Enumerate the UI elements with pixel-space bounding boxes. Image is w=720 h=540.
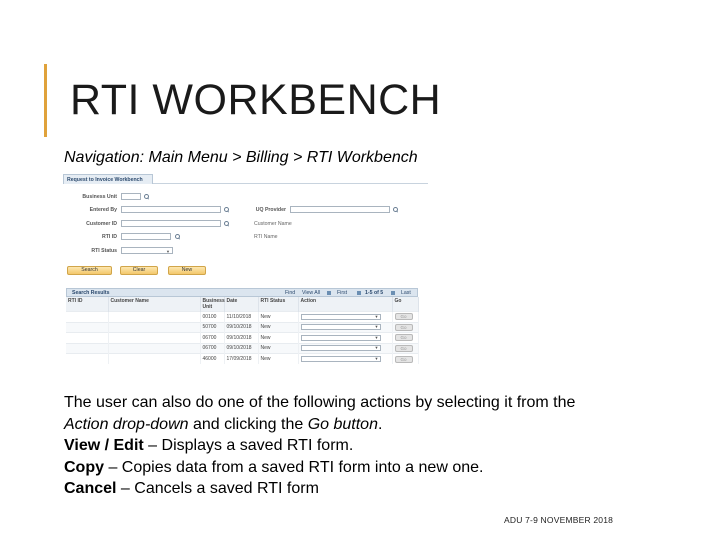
cell-status: New — [258, 322, 298, 333]
customer-id-input[interactable] — [121, 220, 221, 227]
cell-date: 11/10/2018 — [224, 312, 258, 323]
cell-customer-name — [108, 333, 200, 344]
cell-date: 17/09/2018 — [224, 354, 258, 365]
workbench-screenshot — [63, 172, 428, 377]
search-button[interactable]: Search — [67, 266, 112, 275]
entered-by-lookup-icon[interactable] — [224, 207, 229, 212]
table-row — [66, 312, 418, 323]
go-button[interactable]: Go — [395, 313, 413, 320]
uq-provider-label: UQ Provider — [255, 207, 286, 213]
table-row — [66, 333, 418, 344]
cell-action — [298, 322, 392, 333]
rti-name-label: RTI Name — [254, 234, 278, 240]
slide-title: RTI WORKBENCH — [70, 76, 442, 124]
entered-by-input[interactable] — [121, 206, 221, 213]
cell-customer-name — [108, 312, 200, 323]
table-row — [66, 343, 418, 354]
uq-provider-input[interactable] — [290, 206, 390, 213]
rti-status-label: RTI Status — [91, 248, 117, 254]
cell-status: New — [258, 312, 298, 323]
chevron-down-icon: ▼ — [374, 356, 379, 361]
cell-business-unit: 06700 — [200, 343, 224, 354]
cell-rti-id[interactable] — [66, 312, 108, 323]
cell-business-unit: 06700 — [200, 333, 224, 344]
cell-action — [298, 312, 392, 323]
first-page-icon[interactable] — [327, 291, 331, 295]
previous-page-icon[interactable] — [357, 291, 361, 295]
action-dropdown[interactable] — [301, 356, 381, 362]
cell-customer-name — [108, 354, 200, 365]
go-button-term: Go button — [307, 415, 378, 433]
cell-go — [392, 312, 418, 323]
cell-go — [392, 343, 418, 354]
search-results-table — [66, 297, 419, 364]
entered-by-label: Entered By — [89, 207, 117, 213]
table-row — [66, 322, 418, 333]
cell-customer-name — [108, 322, 200, 333]
cancel-term: Cancel — [64, 480, 117, 498]
rti-status-select[interactable] — [121, 247, 173, 254]
search-results-title: Search Results — [72, 290, 110, 296]
cell-date: 09/10/2018 — [224, 333, 258, 344]
next-page-icon[interactable] — [391, 291, 395, 295]
slide-footer: ADU 7-9 NOVEMBER 2018 — [504, 515, 614, 525]
cell-rti-id[interactable] — [66, 333, 108, 344]
cancel-description — [64, 478, 575, 500]
cancel-text: – Cancels a saved RTI form — [116, 480, 319, 498]
chevron-down-icon: ▼ — [374, 345, 379, 351]
business-unit-lookup-icon[interactable] — [144, 194, 149, 199]
first-link[interactable]: First — [337, 290, 348, 296]
cell-action — [298, 343, 392, 354]
cell-go — [392, 333, 418, 344]
column-header-rti-status[interactable]: RTI Status — [258, 297, 298, 312]
search-results-header — [66, 288, 418, 297]
chevron-down-icon: ▼ — [374, 324, 379, 330]
go-button[interactable]: Go — [395, 324, 413, 331]
cell-date: 09/10/2018 — [224, 322, 258, 333]
cell-status: New — [258, 333, 298, 344]
instructions-line-2 — [64, 414, 575, 436]
rti-id-lookup-icon[interactable] — [175, 234, 180, 239]
cell-status: New — [258, 343, 298, 354]
instructions-line-1: The user can also do one of the following actions by selecting it from the — [64, 394, 576, 411]
cell-status: New — [258, 354, 298, 365]
rti-id-label: RTI ID — [102, 234, 117, 240]
tab-request-to-invoice-workbench[interactable]: Request to Invoice Workbench — [63, 174, 153, 184]
copy-description — [64, 457, 575, 479]
table-header-row — [66, 297, 418, 312]
cell-rti-id[interactable] — [66, 322, 108, 333]
go-button[interactable]: Go — [395, 345, 413, 352]
go-button[interactable]: Go — [395, 334, 413, 341]
cell-action — [298, 354, 392, 365]
instructions-text — [64, 392, 575, 500]
last-link[interactable]: Last — [401, 290, 411, 296]
cell-go — [392, 354, 418, 365]
view-edit-text: – Displays a saved RTI form. — [143, 437, 354, 455]
action-dropdown-term: Action drop-down — [64, 415, 189, 433]
cell-date: 09/10/2018 — [224, 343, 258, 354]
view-edit-description — [64, 435, 575, 457]
business-unit-input[interactable] — [121, 193, 141, 200]
tab-strip — [63, 172, 428, 184]
instructions-connector: and clicking the — [188, 415, 308, 433]
column-header-go: Go — [392, 297, 418, 312]
column-header-business-unit[interactable]: Business Unit — [200, 297, 224, 312]
column-header-rti-id[interactable]: RTI ID — [66, 297, 108, 312]
chevron-down-icon: ▼ — [166, 249, 170, 254]
rti-id-input[interactable] — [121, 233, 171, 240]
cell-business-unit: 50700 — [200, 322, 224, 333]
new-button[interactable]: New — [168, 266, 206, 275]
find-link[interactable]: Find — [285, 290, 296, 296]
view-all-link[interactable]: View All — [302, 290, 321, 296]
cell-action — [298, 333, 392, 344]
action-dropdown[interactable] — [301, 335, 381, 341]
cell-business-unit: 46000 — [200, 354, 224, 365]
title-accent-bar — [44, 64, 47, 137]
cell-rti-id[interactable] — [66, 343, 108, 354]
uq-provider-lookup-icon[interactable] — [393, 207, 398, 212]
customer-name-label: Customer Name — [254, 221, 292, 227]
clear-button[interactable]: Clear — [120, 266, 158, 275]
business-unit-label: Business Unit — [82, 194, 117, 200]
action-dropdown[interactable] — [301, 324, 381, 330]
customer-id-label: Customer ID — [86, 221, 117, 227]
instructions-period: . — [377, 415, 383, 433]
customer-id-lookup-icon[interactable] — [224, 221, 229, 226]
column-header-action: Action — [298, 297, 392, 312]
cell-customer-name — [108, 343, 200, 354]
copy-text: – Copies data from a saved RTI form into a new one. — [104, 458, 484, 476]
navigation-path: Navigation: Main Menu > Billing > RTI Workbench — [64, 149, 418, 166]
chevron-down-icon: ▼ — [374, 313, 379, 319]
chevron-down-icon: ▼ — [374, 334, 379, 340]
view-edit-term: View / Edit — [64, 437, 144, 455]
column-header-date[interactable]: Date — [224, 297, 258, 312]
cell-go — [392, 322, 418, 333]
cell-business-unit: 00100 — [200, 312, 224, 323]
result-range: 1-5 of 5 — [365, 290, 384, 296]
column-header-customer-name[interactable]: Customer Name — [108, 297, 200, 312]
go-button[interactable]: Go — [395, 356, 413, 363]
copy-term: Copy — [64, 458, 104, 476]
table-row — [66, 354, 418, 365]
action-dropdown[interactable] — [301, 314, 381, 320]
action-dropdown[interactable] — [301, 345, 381, 351]
cell-rti-id[interactable] — [66, 354, 108, 365]
